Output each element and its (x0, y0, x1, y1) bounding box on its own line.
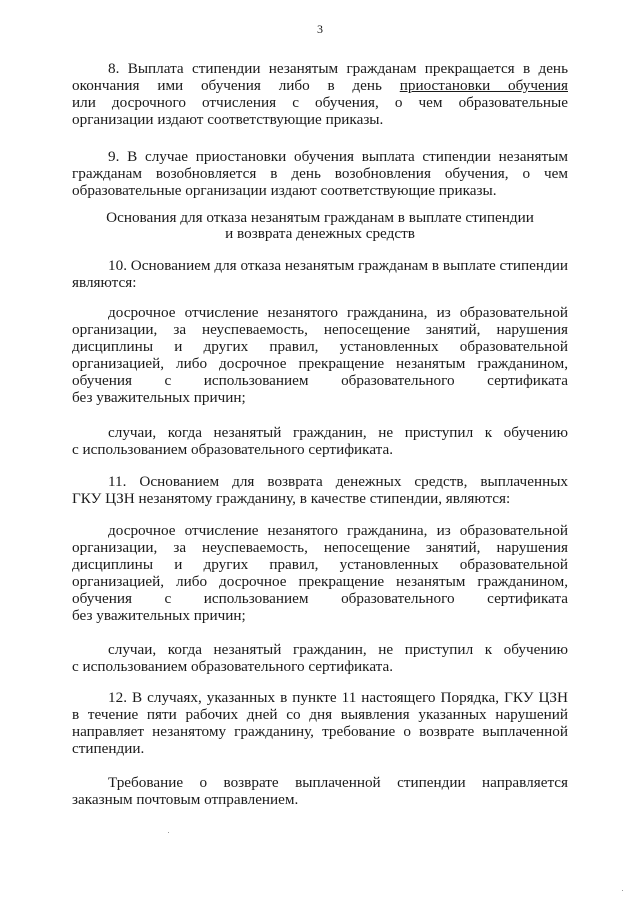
paragraph-10 (72, 257, 568, 291)
paragraph-11-item-1-line-1: досрочное отчисление незанятого гражданина, из образовательной (108, 522, 568, 539)
underlined-phrase: приостановки обучения (399, 77, 568, 94)
section-heading-line-1: Основания для отказа незанятым гражданам в выплате стипендии (106, 209, 534, 226)
paragraph-10-item-2 (72, 424, 568, 458)
paragraph-10-line-2: являются: (72, 274, 137, 291)
paragraph-9-line-2: гражданам возобновляется в день возобновления обучения, о чем (72, 165, 568, 182)
paragraph-10-item-1-line-5: обучения с использованием образовательного сертификата (72, 372, 568, 389)
paragraph-8-line-1: 8. Выплата стипендии незанятым гражданам прекращается в день (108, 60, 568, 77)
paragraph-10-item-1-line-2: организации, за неуспеваемость, непосещение занятий, нарушения (72, 321, 568, 338)
paragraph-13-line-1: Требование о возврате выплаченной стипендии направляется (108, 774, 568, 791)
paragraph-11-item-2 (72, 641, 568, 675)
paragraph-11-item-2-line-1: случаи, когда незанятый гражданин, не приступил к обучению (108, 641, 568, 658)
paragraph-10-item-1-line-1: досрочное отчисление незанятого гражданина, из образовательной (108, 304, 568, 321)
paragraph-10-item-1 (72, 304, 568, 406)
section-heading (72, 210, 568, 242)
paragraph-11-item-1-line-6: без уважительных причин; (72, 607, 246, 624)
paragraph-10-item-1-line-6: без уважительных причин; (72, 389, 246, 406)
paragraph-11-item-1-line-3: дисциплины и других правил, установленных образовательной (72, 556, 568, 573)
paragraph-10-item-2-line-2: с использованием образовательного сертификата. (72, 441, 394, 458)
paragraph-12-line-3: направляет незанятому гражданину, требование о возврате выплаченной (72, 723, 568, 740)
paragraph-11-item-2-line-2: с использованием образовательного сертификата. (72, 658, 394, 675)
paragraph-12-line-4: стипендии. (72, 740, 145, 757)
paragraph-9-line-1: 9. В случае приостановки обучения выплата стипендии незанятым (108, 148, 568, 165)
paragraph-10-line-1: 10. Основанием для отказа незанятым гражданам в выплате стипендии (108, 257, 568, 274)
paragraph-8 (72, 60, 568, 128)
paragraph-12 (72, 689, 568, 757)
paragraph-12-line-1: 12. В случаях, указанных в пункте 11 настоящего Порядка, ГКУ ЦЗН (108, 689, 568, 706)
paragraph-11-item-1-line-5: обучения с использованием образовательного сертификата (72, 590, 568, 607)
scan-speck (622, 890, 623, 891)
paragraph-8-line-2-text: окончания ими обучения либо в день (72, 77, 400, 94)
section-heading-line-2: и возврата денежных средств (225, 225, 415, 242)
paragraph-11-item-1-line-4: организацией, либо досрочное прекращение незанятым гражданином, (72, 573, 568, 590)
paragraph-11 (72, 473, 568, 507)
scan-speck (168, 832, 169, 833)
paragraph-10-item-1-line-4: организацией, либо досрочное прекращение незанятым гражданином, (72, 355, 568, 372)
paragraph-10-item-2-line-1: случаи, когда незанятый гражданин, не приступил к обучению (108, 424, 568, 441)
paragraph-12-line-2: в течение пяти рабочих дней со дня выявления указанных нарушений (72, 706, 568, 723)
paragraph-11-line-2: ГКУ ЦЗН незанятому гражданину, в качестве стипендии, являются: (72, 490, 511, 507)
paragraph-9-line-3: образовательные организации издают соответствующие приказы. (72, 182, 497, 199)
paragraph-13-line-2: заказным почтовым отправлением. (72, 791, 299, 808)
page-number: 3 (317, 22, 323, 36)
paragraph-9 (72, 148, 568, 199)
paragraph-8-line-3: или досрочного отчисления с обучения, о чем образовательные (72, 94, 568, 111)
paragraph-11-item-1-line-2: организации, за неуспеваемость, непосещение занятий, нарушения (72, 539, 568, 556)
paragraph-11-item-1 (72, 522, 568, 624)
paragraph-13 (72, 774, 568, 808)
paragraph-10-item-1-line-3: дисциплины и других правил, установленных образовательной (72, 338, 568, 355)
paragraph-11-line-1: 11. Основанием для возврата денежных средств, выплаченных (108, 473, 568, 490)
paragraph-8-line-4: организации издают соответствующие приказы. (72, 111, 384, 128)
